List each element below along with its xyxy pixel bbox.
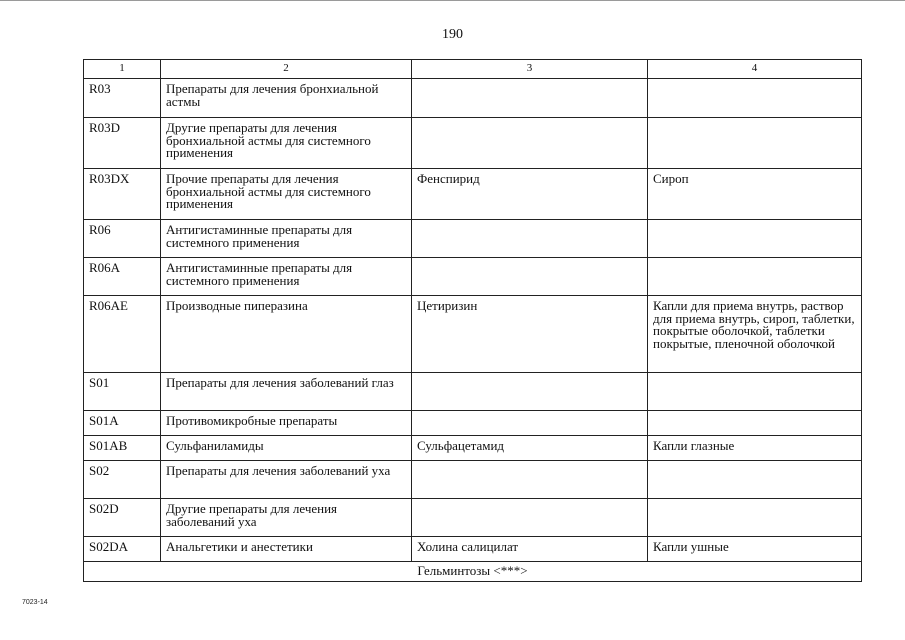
table-row bbox=[84, 373, 862, 411]
dosage-form-cell bbox=[648, 373, 862, 411]
group-name-cell: Прочие препараты для лечения бронхиальной астмы для системного применения bbox=[161, 169, 412, 220]
column-header-1: 1 bbox=[84, 60, 161, 79]
atc-code-cell: S01AB bbox=[84, 436, 161, 461]
group-name-cell: Препараты для лечения бронхиальной астмы bbox=[161, 79, 412, 118]
dosage-form-cell bbox=[648, 79, 862, 118]
medication-table bbox=[83, 59, 862, 582]
table-row bbox=[84, 79, 862, 118]
table-header-row bbox=[84, 60, 862, 79]
atc-code-cell: S02 bbox=[84, 461, 161, 499]
scan-edge-line bbox=[0, 0, 905, 1]
column-header-2: 2 bbox=[161, 60, 412, 79]
group-name-cell: Анальгетики и анестетики bbox=[161, 537, 412, 562]
atc-code-cell: R03D bbox=[84, 118, 161, 169]
section-row bbox=[84, 562, 862, 582]
table-row bbox=[84, 461, 862, 499]
group-name-cell: Другие препараты для лечения заболеваний уха bbox=[161, 499, 412, 537]
dosage-form-cell bbox=[648, 258, 862, 296]
dosage-form-cell: Сироп bbox=[648, 169, 862, 220]
dosage-form-cell: Капли глазные bbox=[648, 436, 862, 461]
drug-name-cell bbox=[412, 461, 648, 499]
drug-name-cell bbox=[412, 258, 648, 296]
atc-code-cell: R03DX bbox=[84, 169, 161, 220]
table-row bbox=[84, 499, 862, 537]
table-row bbox=[84, 118, 862, 169]
dosage-form-cell bbox=[648, 411, 862, 436]
table-row bbox=[84, 169, 862, 220]
group-name-cell: Препараты для лечения заболеваний уха bbox=[161, 461, 412, 499]
drug-name-cell bbox=[412, 373, 648, 411]
atc-code-cell: R06 bbox=[84, 220, 161, 258]
table-row bbox=[84, 411, 862, 436]
drug-name-cell: Цетиризин bbox=[412, 296, 648, 373]
dosage-form-cell: Капли для приема внутрь, раствор для приема внутрь, сироп, таблетки, покрытые оболочкой, таблетки покрытые, пленочной оболочкой bbox=[648, 296, 862, 373]
group-name-cell: Производные пиперазина bbox=[161, 296, 412, 373]
group-name-cell: Антигистаминные препараты для системного применения bbox=[161, 258, 412, 296]
group-name-cell: Сульфаниламиды bbox=[161, 436, 412, 461]
drug-name-cell bbox=[412, 499, 648, 537]
atc-code-cell: S02DA bbox=[84, 537, 161, 562]
atc-code-cell: R06AE bbox=[84, 296, 161, 373]
drug-name-cell bbox=[412, 220, 648, 258]
table-row bbox=[84, 258, 862, 296]
dosage-form-cell bbox=[648, 220, 862, 258]
dosage-form-cell bbox=[648, 499, 862, 537]
atc-code-cell: R06A bbox=[84, 258, 161, 296]
group-name-cell: Противомикробные препараты bbox=[161, 411, 412, 436]
drug-name-cell: Холина салицилат bbox=[412, 537, 648, 562]
document-code: 7023-14 bbox=[22, 599, 48, 606]
table-row bbox=[84, 296, 862, 373]
atc-code-cell: S02D bbox=[84, 499, 161, 537]
column-header-3: 3 bbox=[412, 60, 648, 79]
group-name-cell: Препараты для лечения заболеваний глаз bbox=[161, 373, 412, 411]
group-name-cell: Другие препараты для лечения бронхиальной астмы для системного применения bbox=[161, 118, 412, 169]
table-row bbox=[84, 220, 862, 258]
drug-name-cell bbox=[412, 411, 648, 436]
drug-name-cell: Сульфацетамид bbox=[412, 436, 648, 461]
atc-code-cell: S01A bbox=[84, 411, 161, 436]
section-title: Гельминтозы <***> bbox=[84, 562, 862, 582]
dosage-form-cell bbox=[648, 461, 862, 499]
atc-code-cell: S01 bbox=[84, 373, 161, 411]
column-header-4: 4 bbox=[648, 60, 862, 79]
drug-name-cell bbox=[412, 79, 648, 118]
drug-name-cell: Фенспирид bbox=[412, 169, 648, 220]
dosage-form-cell: Капли ушные bbox=[648, 537, 862, 562]
table-row bbox=[84, 537, 862, 562]
table-row bbox=[84, 436, 862, 461]
dosage-form-cell bbox=[648, 118, 862, 169]
atc-code-cell: R03 bbox=[84, 79, 161, 118]
page-number: 190 bbox=[442, 27, 463, 42]
group-name-cell: Антигистаминные препараты для системного применения bbox=[161, 220, 412, 258]
drug-name-cell bbox=[412, 118, 648, 169]
